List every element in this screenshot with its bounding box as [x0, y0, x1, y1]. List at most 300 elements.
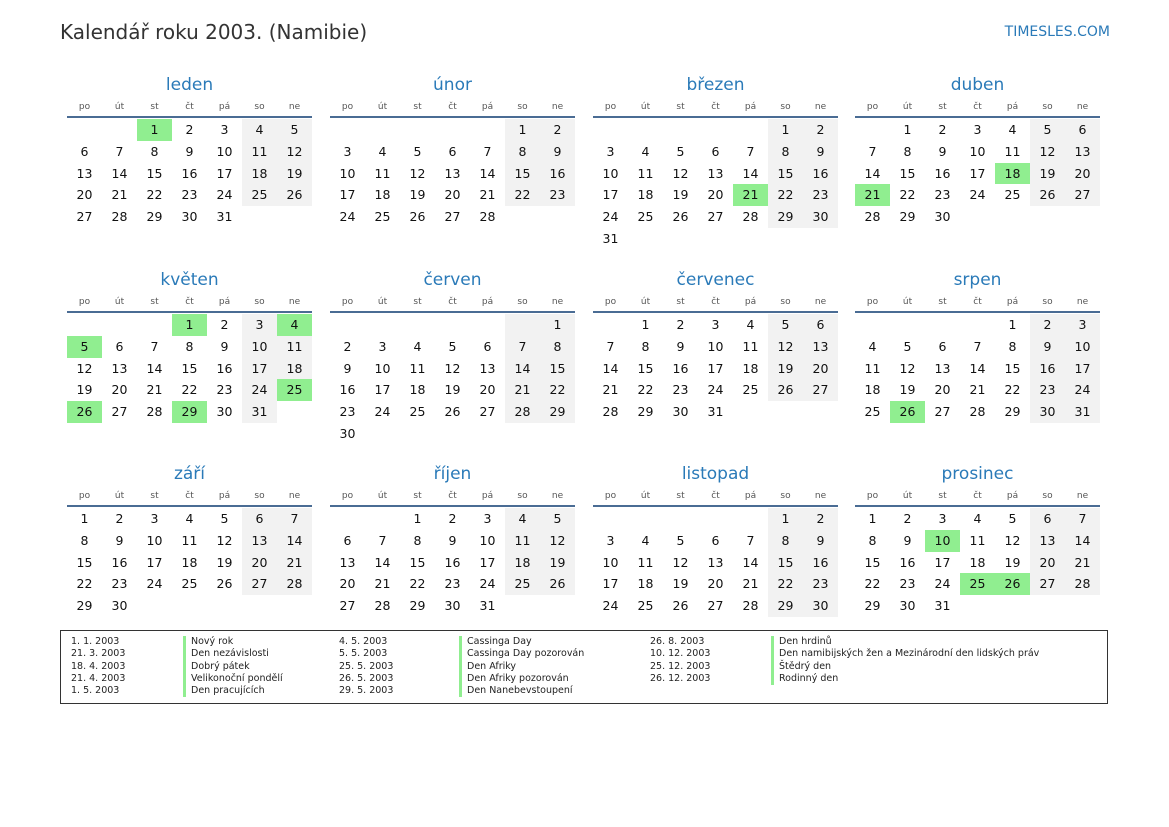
empty-cell: [435, 314, 470, 336]
month-name: duben: [950, 75, 1005, 95]
day-cell: 30: [339, 425, 356, 441]
day-cell: 20: [444, 187, 461, 203]
day-cell: 23: [899, 576, 916, 592]
day-cell: 1: [868, 511, 877, 526]
weekday-label: po: [604, 297, 617, 307]
weekday-label: út: [377, 297, 388, 307]
day-cell: 24: [602, 598, 619, 614]
weekday-label: ne: [1076, 491, 1089, 501]
holiday-name: Rodinný den: [779, 672, 839, 684]
day-cell: 18: [969, 554, 986, 570]
day-cell: 1: [413, 511, 422, 526]
holiday-day-cell: 25: [960, 573, 995, 595]
day-cell: 20: [76, 187, 93, 203]
day-cell: 2: [185, 122, 194, 137]
month-říjen: [330, 463, 575, 617]
day-cell: 16: [672, 360, 689, 376]
day-cell: 17: [1065, 358, 1100, 380]
day-cell: 20: [1030, 552, 1065, 574]
day-cell: 17: [479, 554, 496, 570]
day-cell: 2: [803, 508, 838, 530]
day-cell: 30: [672, 404, 689, 420]
weekday-label: po: [78, 297, 91, 307]
day-cell: 29: [76, 598, 93, 614]
day-cell: 27: [111, 404, 128, 420]
weekday-label: čt: [185, 102, 194, 112]
weekday-label: čt: [711, 102, 720, 112]
holiday-name: Den Nanebevstoupení: [467, 685, 573, 697]
day-cell: 23: [339, 404, 356, 420]
weekday-label: po: [866, 297, 879, 307]
day-cell: 26: [1030, 184, 1065, 206]
day-cell: 24: [1065, 379, 1100, 401]
day-cell: 9: [1030, 336, 1065, 358]
day-cell: 26: [768, 379, 803, 401]
day-cell: 16: [1030, 358, 1065, 380]
empty-cell: [628, 119, 663, 141]
weekday-label: st: [150, 297, 159, 307]
month-days: [67, 119, 312, 228]
day-cell: 1: [505, 119, 540, 141]
day-cell: 12: [277, 141, 312, 163]
day-cell: 10: [339, 165, 356, 181]
day-cell: 18: [637, 187, 654, 203]
weekday-label: so: [517, 297, 528, 307]
day-cell: 15: [181, 360, 198, 376]
month-leden: [67, 74, 312, 228]
day-cell: 14: [479, 165, 496, 181]
day-cell: 31: [707, 404, 724, 420]
day-cell: 27: [1030, 573, 1065, 595]
month-name: únor: [433, 75, 472, 95]
weekday-label: út: [640, 102, 651, 112]
empty-cell: [470, 119, 505, 141]
weekday-label: st: [676, 297, 685, 307]
day-cell: 5: [1030, 119, 1065, 141]
day-cell: 30: [444, 598, 461, 614]
month-září: [67, 463, 312, 617]
day-cell: 3: [711, 317, 720, 332]
day-cell: 12: [768, 336, 803, 358]
day-cell: 22: [899, 187, 916, 203]
weekday-label: út: [902, 491, 913, 501]
empty-cell: [365, 508, 400, 530]
weekday-header: [330, 293, 575, 313]
day-cell: 11: [637, 554, 654, 570]
day-cell: 24: [216, 187, 233, 203]
day-cell: 16: [899, 554, 916, 570]
weekday-label: so: [254, 491, 265, 501]
day-cell: 25: [374, 209, 391, 225]
day-cell: 15: [505, 163, 540, 185]
day-cell: 25: [242, 184, 277, 206]
day-cell: 5: [768, 314, 803, 336]
day-cell: 25: [637, 209, 654, 225]
day-cell: 20: [111, 382, 128, 398]
day-cell: 14: [742, 165, 759, 181]
empty-cell: [855, 119, 890, 141]
day-cell: 8: [1008, 338, 1017, 354]
day-cell: 31: [934, 598, 951, 614]
day-cell: 6: [242, 508, 277, 530]
weekday-label: pá: [1006, 102, 1019, 112]
day-cell: 27: [1065, 184, 1100, 206]
day-cell: 16: [934, 165, 951, 181]
day-cell: 4: [505, 508, 540, 530]
weekday-label: st: [938, 102, 947, 112]
day-cell: 29: [899, 209, 916, 225]
holiday-name: Den namibijských žen a Mezinárodní den lidských práv: [779, 648, 1040, 660]
day-cell: 12: [540, 530, 575, 552]
day-cell: 14: [602, 360, 619, 376]
holiday-date: 26. 8. 2003: [650, 636, 705, 647]
day-cell: 22: [864, 576, 881, 592]
day-cell: 18: [181, 554, 198, 570]
day-cell: 15: [899, 165, 916, 181]
day-cell: 5: [540, 508, 575, 530]
holiday-day-cell: 18: [995, 163, 1030, 185]
day-cell: 10: [216, 143, 233, 159]
weekday-label: čt: [711, 491, 720, 501]
holiday-date-column: [71, 636, 125, 697]
day-cell: 23: [111, 576, 128, 592]
weekday-label: po: [341, 297, 354, 307]
day-cell: 29: [1004, 404, 1021, 420]
empty-cell: [67, 119, 102, 141]
day-cell: 4: [746, 317, 755, 332]
day-cell: 24: [602, 209, 619, 225]
weekday-label: ne: [1076, 102, 1089, 112]
weekday-label: po: [866, 102, 879, 112]
day-cell: 26: [672, 598, 689, 614]
day-cell: 10: [707, 338, 724, 354]
weekday-label: čt: [448, 102, 457, 112]
day-cell: 13: [444, 165, 461, 181]
day-cell: 18: [637, 576, 654, 592]
day-cell: 13: [707, 165, 724, 181]
month-červen: [330, 269, 575, 445]
day-cell: 14: [1065, 530, 1100, 552]
day-cell: 14: [505, 358, 540, 380]
month-days: [855, 314, 1100, 423]
day-cell: 12: [444, 360, 461, 376]
day-cell: 28: [969, 404, 986, 420]
day-cell: 28: [111, 209, 128, 225]
day-cell: 30: [111, 598, 128, 614]
day-cell: 7: [483, 143, 492, 159]
month-days: [67, 314, 312, 423]
day-cell: 7: [505, 336, 540, 358]
day-cell: 22: [505, 184, 540, 206]
holiday-name-column: [183, 636, 283, 697]
day-cell: 8: [768, 141, 803, 163]
day-cell: 1: [768, 508, 803, 530]
day-cell: 22: [768, 573, 803, 595]
month-days: [593, 314, 838, 423]
brand-link[interactable]: TIMESLES.COM: [1004, 24, 1110, 40]
day-cell: 17: [339, 187, 356, 203]
day-cell: 21: [111, 187, 128, 203]
day-cell: 10: [479, 532, 496, 548]
day-cell: 15: [637, 360, 654, 376]
day-cell: 21: [602, 382, 619, 398]
empty-cell: [593, 314, 628, 336]
day-cell: 29: [768, 206, 803, 228]
day-cell: 17: [242, 358, 277, 380]
day-cell: 27: [242, 573, 277, 595]
weekday-header: [330, 98, 575, 118]
day-cell: 11: [1004, 143, 1021, 159]
day-cell: 19: [409, 187, 426, 203]
holiday-day-cell: 10: [925, 530, 960, 552]
day-cell: 4: [973, 511, 982, 526]
holiday-day-cell: 26: [67, 401, 102, 423]
weekday-label: pá: [218, 491, 231, 501]
weekday-label: so: [254, 102, 265, 112]
month-days: [593, 119, 838, 250]
day-cell: 13: [339, 554, 356, 570]
day-cell: 24: [707, 382, 724, 398]
day-cell: 19: [1030, 163, 1065, 185]
holiday-name: Velikonoční pondělí: [191, 672, 283, 684]
day-cell: 4: [641, 532, 650, 548]
day-cell: 23: [540, 184, 575, 206]
day-cell: 6: [1065, 119, 1100, 141]
holiday-name: Štědrý den: [779, 660, 832, 672]
day-cell: 8: [413, 532, 422, 548]
day-cell: 24: [479, 576, 496, 592]
day-cell: 9: [343, 360, 352, 376]
day-cell: 25: [742, 382, 759, 398]
day-cell: 1: [641, 317, 650, 332]
day-cell: 21: [1065, 552, 1100, 574]
day-cell: 13: [76, 165, 93, 181]
day-cell: 12: [1030, 141, 1065, 163]
day-cell: 13: [1030, 530, 1065, 552]
day-cell: 20: [1065, 163, 1100, 185]
day-cell: 5: [1008, 511, 1017, 526]
day-cell: 29: [768, 595, 803, 617]
day-cell: 18: [374, 187, 391, 203]
day-cell: 10: [242, 336, 277, 358]
weekday-label: st: [676, 102, 685, 112]
weekday-label: pá: [218, 102, 231, 112]
day-cell: 22: [540, 379, 575, 401]
day-cell: 23: [803, 573, 838, 595]
empty-cell: [435, 119, 470, 141]
day-cell: 5: [448, 338, 457, 354]
weekday-header: [855, 487, 1100, 507]
day-cell: 19: [540, 552, 575, 574]
day-cell: 2: [115, 511, 124, 526]
day-cell: 28: [277, 573, 312, 595]
day-cell: 11: [742, 338, 759, 354]
day-cell: 7: [1065, 508, 1100, 530]
weekday-label: so: [1042, 491, 1053, 501]
day-cell: 6: [483, 338, 492, 354]
day-cell: 30: [1030, 401, 1065, 423]
weekday-label: pá: [218, 297, 231, 307]
weekday-label: út: [902, 102, 913, 112]
holiday-name: Cassinga Day: [467, 636, 532, 647]
day-cell: 17: [602, 187, 619, 203]
day-cell: 15: [409, 554, 426, 570]
day-cell: 23: [216, 382, 233, 398]
day-cell: 28: [864, 209, 881, 225]
day-cell: 9: [803, 141, 838, 163]
holiday-name: Dobrý pátek: [191, 660, 250, 672]
day-cell: 11: [505, 530, 540, 552]
day-cell: 28: [602, 404, 619, 420]
day-cell: 7: [746, 143, 755, 159]
day-cell: 3: [378, 338, 387, 354]
day-cell: 11: [969, 532, 986, 548]
day-cell: 3: [483, 511, 492, 526]
day-cell: 11: [277, 336, 312, 358]
day-cell: 24: [242, 379, 277, 401]
empty-cell: [663, 119, 698, 141]
day-cell: 18: [242, 163, 277, 185]
day-cell: 16: [181, 165, 198, 181]
day-cell: 10: [146, 532, 163, 548]
weekday-label: ne: [814, 102, 827, 112]
weekday-label: ne: [551, 297, 564, 307]
day-cell: 5: [676, 143, 685, 159]
day-cell: 25: [1004, 187, 1021, 203]
day-cell: 20: [707, 187, 724, 203]
holiday-date: 25. 5. 2003: [339, 660, 394, 672]
day-cell: 23: [934, 187, 951, 203]
day-cell: 10: [969, 143, 986, 159]
empty-cell: [102, 314, 137, 336]
day-cell: 9: [803, 530, 838, 552]
day-cell: 26: [409, 209, 426, 225]
day-cell: 22: [637, 382, 654, 398]
day-cell: 20: [479, 382, 496, 398]
empty-cell: [330, 314, 365, 336]
day-cell: 6: [448, 143, 457, 159]
day-cell: 28: [1065, 573, 1100, 595]
holiday-name: Den pracujících: [191, 685, 265, 697]
day-cell: 6: [343, 532, 352, 548]
page-title: Kalendář roku 2003. (Namibie): [60, 20, 368, 44]
weekday-label: út: [114, 102, 125, 112]
day-cell: 9: [115, 532, 124, 548]
holiday-day-cell: 4: [277, 314, 312, 336]
month-days: [330, 119, 575, 228]
day-cell: 23: [444, 576, 461, 592]
weekday-label: út: [114, 297, 125, 307]
day-cell: 15: [76, 554, 93, 570]
day-cell: 3: [150, 511, 159, 526]
day-cell: 27: [707, 598, 724, 614]
day-cell: 11: [374, 165, 391, 181]
holiday-date: 21. 4. 2003: [71, 672, 126, 684]
day-cell: 9: [903, 532, 912, 548]
month-listopad: [593, 463, 838, 617]
day-cell: 9: [540, 141, 575, 163]
day-cell: 3: [1065, 314, 1100, 336]
holiday-day-cell: 26: [995, 573, 1030, 595]
day-cell: 4: [378, 143, 387, 159]
holiday-list: [60, 630, 1108, 704]
empty-cell: [698, 508, 733, 530]
day-cell: 3: [938, 511, 947, 526]
day-cell: 15: [1004, 360, 1021, 376]
day-cell: 12: [672, 165, 689, 181]
weekday-label: so: [517, 491, 528, 501]
weekday-label: so: [1042, 102, 1053, 112]
weekday-label: út: [640, 491, 651, 501]
weekday-label: čt: [973, 491, 982, 501]
holiday-date: 18. 4. 2003: [71, 660, 126, 672]
day-cell: 5: [277, 119, 312, 141]
day-cell: 19: [277, 163, 312, 185]
day-cell: 23: [1030, 379, 1065, 401]
weekday-label: st: [413, 491, 422, 501]
day-cell: 18: [864, 382, 881, 398]
day-cell: 7: [868, 143, 877, 159]
weekday-label: po: [341, 491, 354, 501]
day-cell: 9: [676, 338, 685, 354]
day-cell: 15: [146, 165, 163, 181]
day-cell: 3: [343, 143, 352, 159]
day-cell: 30: [216, 404, 233, 420]
holiday-date: 26. 12. 2003: [650, 672, 711, 684]
day-cell: 8: [641, 338, 650, 354]
day-cell: 21: [277, 552, 312, 574]
day-cell: 11: [409, 360, 426, 376]
day-cell: 22: [409, 576, 426, 592]
day-cell: 29: [864, 598, 881, 614]
weekday-label: so: [780, 491, 791, 501]
day-cell: 2: [220, 317, 229, 332]
day-cell: 19: [1004, 554, 1021, 570]
day-cell: 12: [409, 165, 426, 181]
weekday-label: ne: [551, 491, 564, 501]
day-cell: 2: [903, 511, 912, 526]
day-cell: 21: [146, 382, 163, 398]
day-cell: 15: [768, 552, 803, 574]
day-cell: 25: [505, 573, 540, 595]
weekday-label: ne: [288, 491, 301, 501]
weekday-label: ne: [814, 491, 827, 501]
holiday-name: Den Afriky: [467, 660, 517, 672]
weekday-label: st: [938, 297, 947, 307]
day-cell: 6: [938, 338, 947, 354]
day-cell: 8: [540, 336, 575, 358]
day-cell: 10: [602, 554, 619, 570]
month-prosinec: [855, 463, 1100, 617]
holiday-day-cell: 1: [172, 314, 207, 336]
day-cell: 23: [803, 184, 838, 206]
day-cell: 17: [969, 165, 986, 181]
day-cell: 10: [602, 165, 619, 181]
day-cell: 26: [216, 576, 233, 592]
day-cell: 24: [969, 187, 986, 203]
empty-cell: [505, 314, 540, 336]
day-cell: 5: [220, 511, 229, 526]
month-days: [855, 119, 1100, 228]
day-cell: 9: [448, 532, 457, 548]
empty-cell: [855, 314, 890, 336]
empty-cell: [628, 508, 663, 530]
day-cell: 27: [479, 404, 496, 420]
day-cell: 24: [146, 576, 163, 592]
month-days: [67, 508, 312, 617]
day-cell: 24: [339, 209, 356, 225]
day-cell: 29: [409, 598, 426, 614]
